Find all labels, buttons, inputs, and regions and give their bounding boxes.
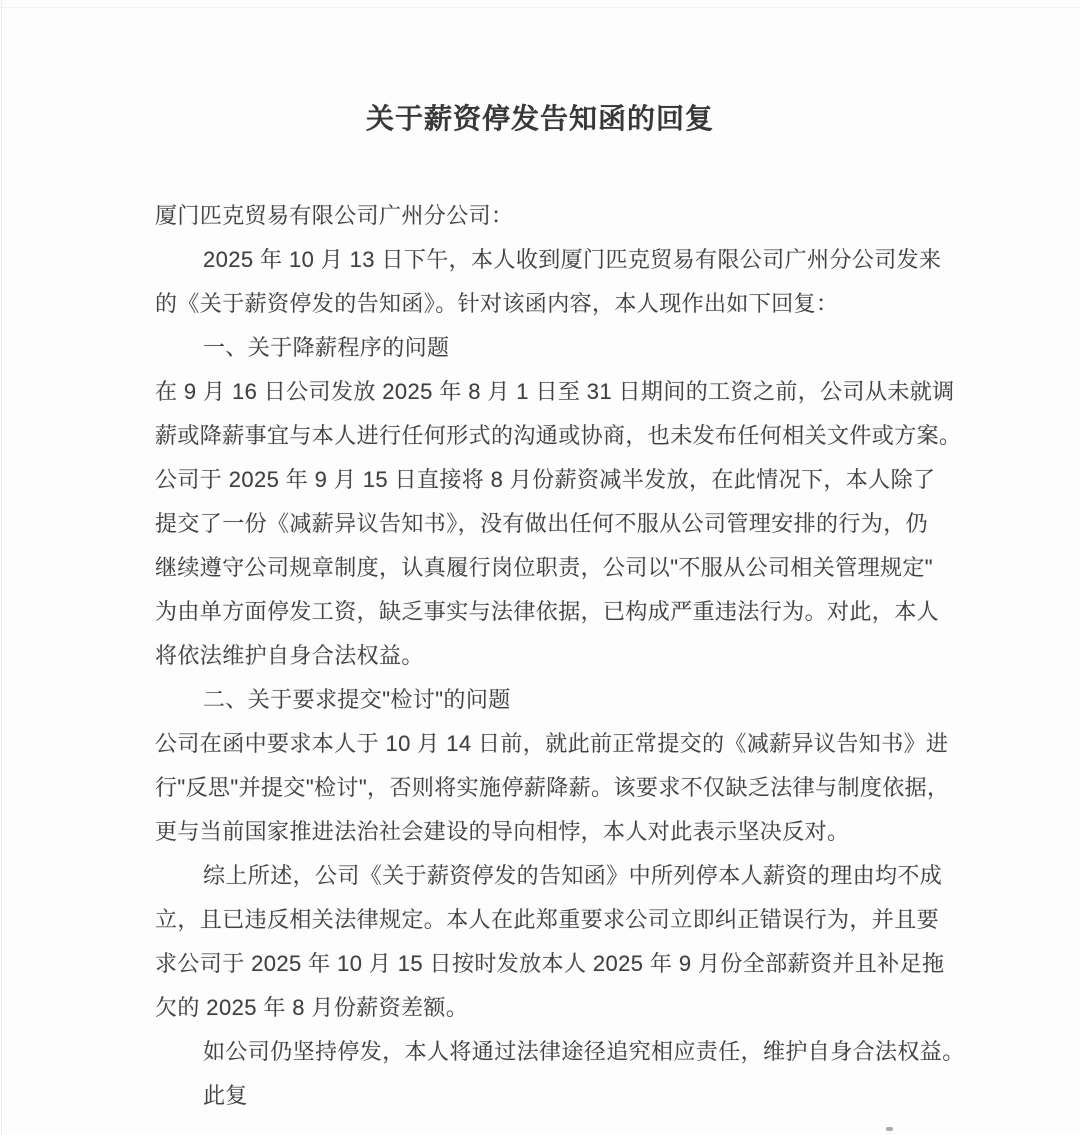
- document-line: 继续遵守公司规章制度，认真履行岗位职责，公司以"不服从公司相关管理规定": [155, 555, 934, 580]
- document-line-salutation: 厦门匹克贸易有限公司广州分公司：: [155, 203, 514, 228]
- document-line: 立，且已违反相关法律规定。本人在此郑重要求公司立即纠正错误行为，并且要: [155, 907, 940, 932]
- document-line: 如公司仍坚持停发，本人将通过法律途径追究相应责任，维护自身合法权益。: [203, 1039, 965, 1064]
- document-line: 欠的 2025 年 8 月份薪资差额。: [155, 995, 469, 1020]
- document-title: 关于薪资停发告知函的回复: [365, 103, 714, 134]
- document-line: 公司于 2025 年 9 月 15 日直接将 8 月份薪资减半发放，在此情况下，本人除了: [155, 467, 936, 492]
- document-line: 提交了一份《减薪异议告知书》，没有做出任何不服从公司管理安排的行为，仍: [155, 511, 929, 536]
- document-line: 2025 年 10 月 13 日下午，本人收到厦门匹克贸易有限公司广州分公司发来: [203, 247, 942, 272]
- document-line: 更与当前国家推进法治社会建设的导向相悖，本人对此表示坚决反对。: [155, 819, 850, 844]
- document-closing: 此复: [203, 1083, 248, 1108]
- document-line: 行"反思"并提交"检讨"，否则将实施停薪降薪。该要求不仅缺乏法律与制度依据，: [155, 775, 950, 800]
- document-line: 求公司于 2025 年 10 月 15 日按时发放本人 2025 年 9 月份全部薪资并且补足拖: [155, 951, 945, 976]
- document-line: 为由单方面停发工资，缺乏事实与法律依据，已构成严重违法行为。对此，本人: [155, 599, 940, 624]
- document-line: 的《关于薪资停发的告知函》。针对该函内容，本人现作出如下回复：: [155, 291, 839, 316]
- document-line: 薪或降薪事宜与本人进行任何形式的沟通或协商，也未发布任何相关文件或方案。: [155, 423, 962, 448]
- document-line: 综上所述，公司《关于薪资停发的告知函》中所列停本人薪资的理由均不成: [203, 863, 943, 888]
- document-line: 在 9 月 16 日公司发放 2025 年 8 月 1 日至 31 日期间的工资之前，公司从未就调: [155, 379, 955, 404]
- document-section-heading: 二、关于要求提交"检讨"的问题: [203, 687, 511, 712]
- scan-artifact-dot: [886, 1127, 893, 1131]
- document-section-heading: 一、关于降薪程序的问题: [203, 335, 450, 360]
- document-line: 公司在函中要求本人于 10 月 14 日前，就此前正常提交的《减薪异议告知书》进: [155, 731, 949, 756]
- document-body: [155, 194, 965, 1118]
- document-line: 将依法维护自身合法权益。: [155, 643, 424, 668]
